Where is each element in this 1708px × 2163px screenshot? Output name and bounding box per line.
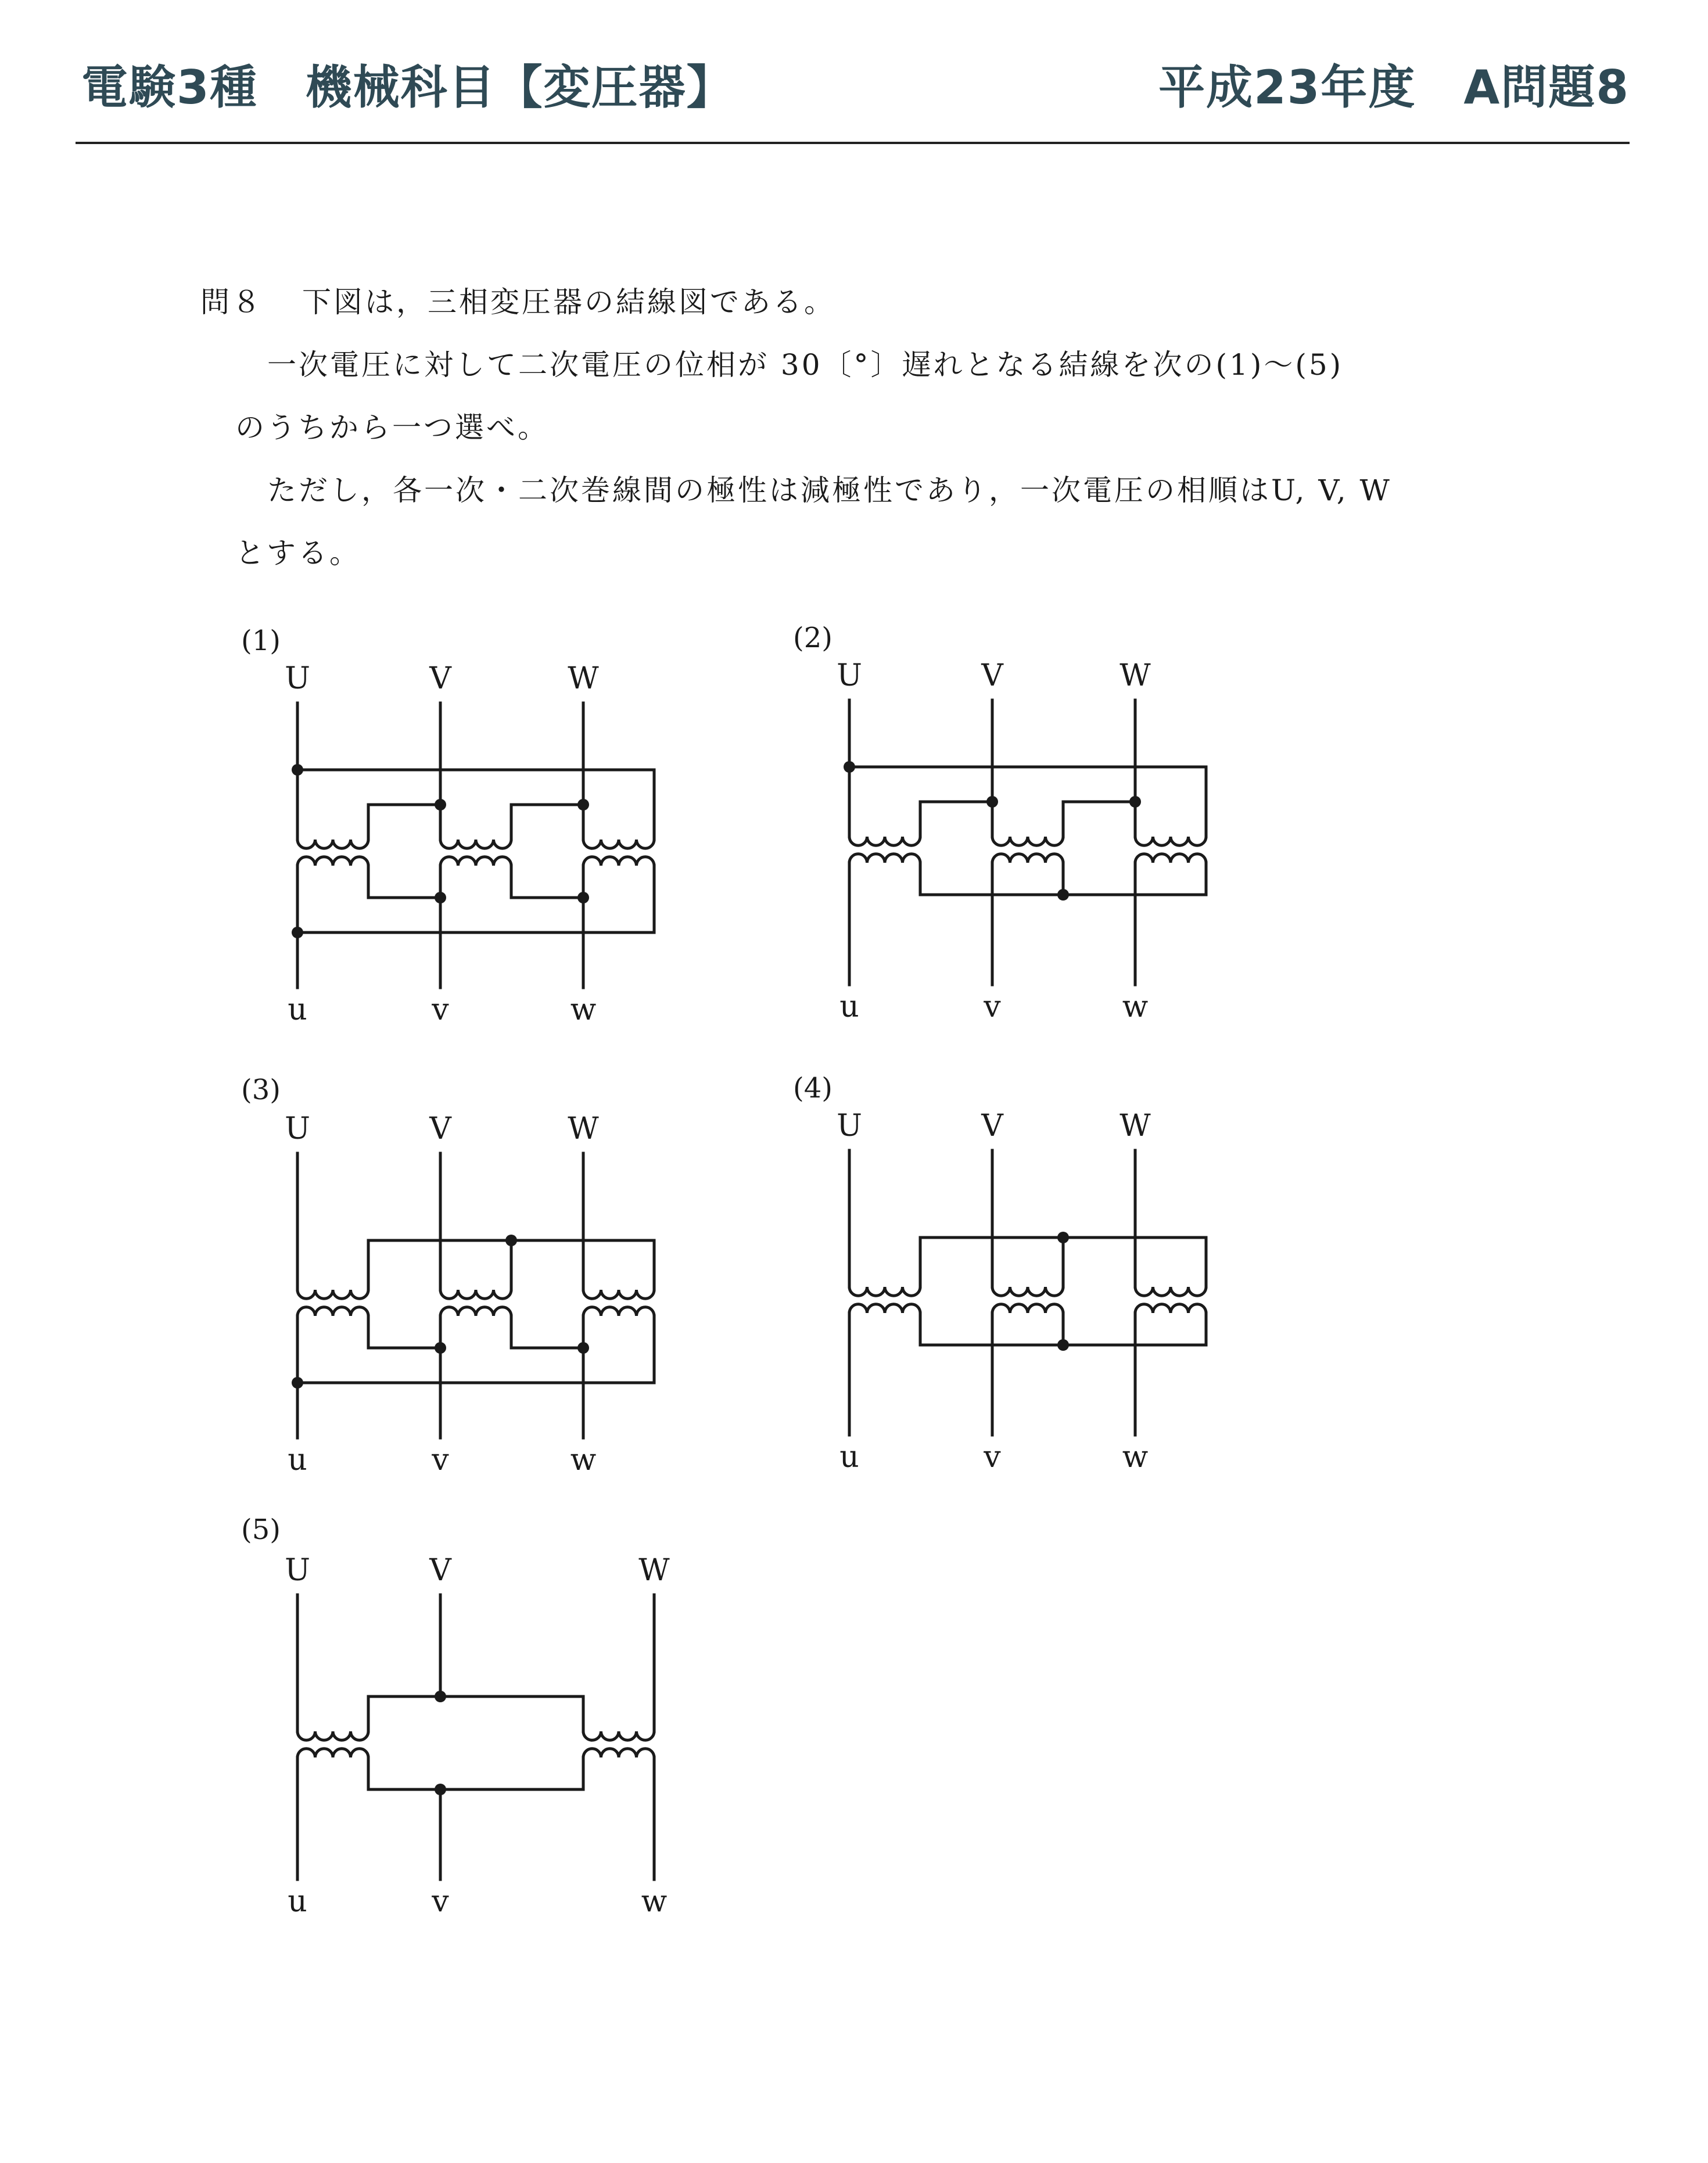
primary-winding-1	[297, 840, 368, 848]
exam-reference: 平成23年度 A問題8	[1158, 60, 1630, 114]
junction-dot	[577, 892, 589, 903]
secondary-terminal-w: w	[641, 1884, 668, 1919]
primary-terminal-V: V	[429, 1111, 451, 1146]
secondary-winding-3	[1135, 854, 1206, 863]
secondary-terminal-u: u	[288, 1443, 307, 1477]
secondary-winding-2	[440, 857, 511, 866]
diagram-4	[819, 1110, 1226, 1482]
diagram-5	[267, 1554, 674, 1926]
primary-terminal-V: V	[429, 1553, 451, 1588]
junction-dot	[435, 892, 446, 903]
secondary-winding-3	[583, 1307, 654, 1316]
secondary-winding-3	[1135, 1304, 1206, 1313]
secondary-terminal-v: v	[432, 1884, 449, 1919]
primary-terminal-W: W	[568, 661, 599, 696]
junction-dot	[577, 799, 589, 810]
primary-terminal-W: W	[1119, 1109, 1151, 1143]
junction-dot	[1057, 1232, 1069, 1243]
primary-winding-3	[1135, 1287, 1206, 1296]
secondary-terminal-u: u	[839, 989, 859, 1024]
option-label-2: (2)	[793, 622, 833, 654]
primary-terminal-W: W	[1119, 658, 1151, 693]
junction-dot	[577, 1342, 589, 1354]
secondary-winding-3	[583, 857, 654, 866]
primary-terminal-V: V	[981, 658, 1003, 693]
secondary-winding-1	[849, 854, 920, 863]
primary-terminal-U: U	[285, 661, 310, 696]
secondary-winding-1	[297, 857, 368, 866]
primary-terminal-U: U	[837, 658, 862, 693]
primary-terminal-U: U	[837, 1109, 862, 1143]
primary-winding-3	[583, 840, 654, 848]
primary-winding-1	[297, 1731, 368, 1740]
secondary-winding-2	[440, 1307, 511, 1316]
diagram-2	[819, 659, 1226, 1031]
secondary-terminal-w: w	[570, 1443, 597, 1477]
primary-winding-2	[992, 837, 1063, 845]
junction-dot	[435, 1784, 446, 1795]
diagram-1	[267, 662, 674, 1034]
page-header	[76, 0, 1630, 144]
primary-terminal-V: V	[981, 1109, 1003, 1143]
junction-dot	[435, 799, 446, 810]
secondary-winding-1	[849, 1304, 920, 1313]
secondary-winding-1	[297, 1749, 368, 1757]
junction-dot	[986, 796, 998, 808]
junction-dot	[505, 1235, 517, 1246]
secondary-terminal-u: u	[288, 1884, 307, 1919]
primary-terminal-V: V	[429, 661, 451, 696]
secondary-terminal-v: v	[984, 1440, 1001, 1475]
primary-winding-2	[440, 1290, 511, 1298]
question-line-5: とする。	[235, 536, 361, 570]
junction-dot	[1057, 889, 1069, 901]
primary-terminal-W: W	[638, 1553, 670, 1588]
primary-winding-2	[583, 1731, 654, 1740]
option-label-3: (3)	[241, 1074, 281, 1106]
secondary-terminal-v: v	[984, 989, 1001, 1024]
secondary-terminal-v: v	[432, 1443, 449, 1477]
diagram-3	[267, 1113, 674, 1484]
secondary-winding-2	[992, 1304, 1063, 1313]
option-label-5: (5)	[241, 1513, 281, 1546]
primary-winding-1	[297, 1290, 368, 1298]
option-label-1: (1)	[241, 625, 281, 657]
secondary-terminal-u: u	[288, 992, 307, 1027]
question-number: 問８	[200, 285, 263, 319]
primary-winding-1	[849, 1287, 920, 1296]
junction-dot	[1129, 796, 1141, 808]
primary-terminal-W: W	[568, 1111, 599, 1146]
secondary-terminal-w: w	[1122, 989, 1149, 1024]
junction-dot	[1057, 1339, 1069, 1351]
primary-winding-3	[583, 1290, 654, 1298]
question-line-3: のうちから一つ選べ。	[235, 411, 549, 444]
primary-winding-3	[1135, 837, 1206, 845]
junction-dot	[435, 1342, 446, 1354]
secondary-terminal-w: w	[1122, 1440, 1149, 1475]
question-line-2: 一次電圧に対して二次電圧の位相が 30〔°〕遅れとなる結線を次の(1)～(5)	[267, 348, 1344, 382]
junction-dot	[292, 1377, 303, 1389]
primary-terminal-U: U	[285, 1553, 310, 1588]
secondary-winding-2	[583, 1749, 654, 1757]
primary-terminal-U: U	[285, 1111, 310, 1146]
option-label-4: (4)	[793, 1072, 833, 1104]
junction-dot	[292, 927, 303, 938]
question-line-1: 下図は，三相変圧器の結線図である。	[302, 285, 835, 319]
primary-winding-2	[440, 840, 511, 848]
secondary-terminal-u: u	[839, 1440, 859, 1475]
subject-title: 電験3種 機械科目【変圧器】	[81, 60, 734, 114]
secondary-winding-2	[992, 854, 1063, 863]
secondary-winding-1	[297, 1307, 368, 1316]
question-line-4: ただし，各一次・二次巻線間の極性は減極性であり，一次電圧の相順はU, V, W	[267, 474, 1392, 507]
secondary-terminal-w: w	[570, 992, 597, 1027]
secondary-terminal-v: v	[432, 992, 449, 1027]
primary-winding-1	[849, 837, 920, 845]
junction-dot	[435, 1691, 446, 1702]
primary-winding-2	[992, 1287, 1063, 1296]
